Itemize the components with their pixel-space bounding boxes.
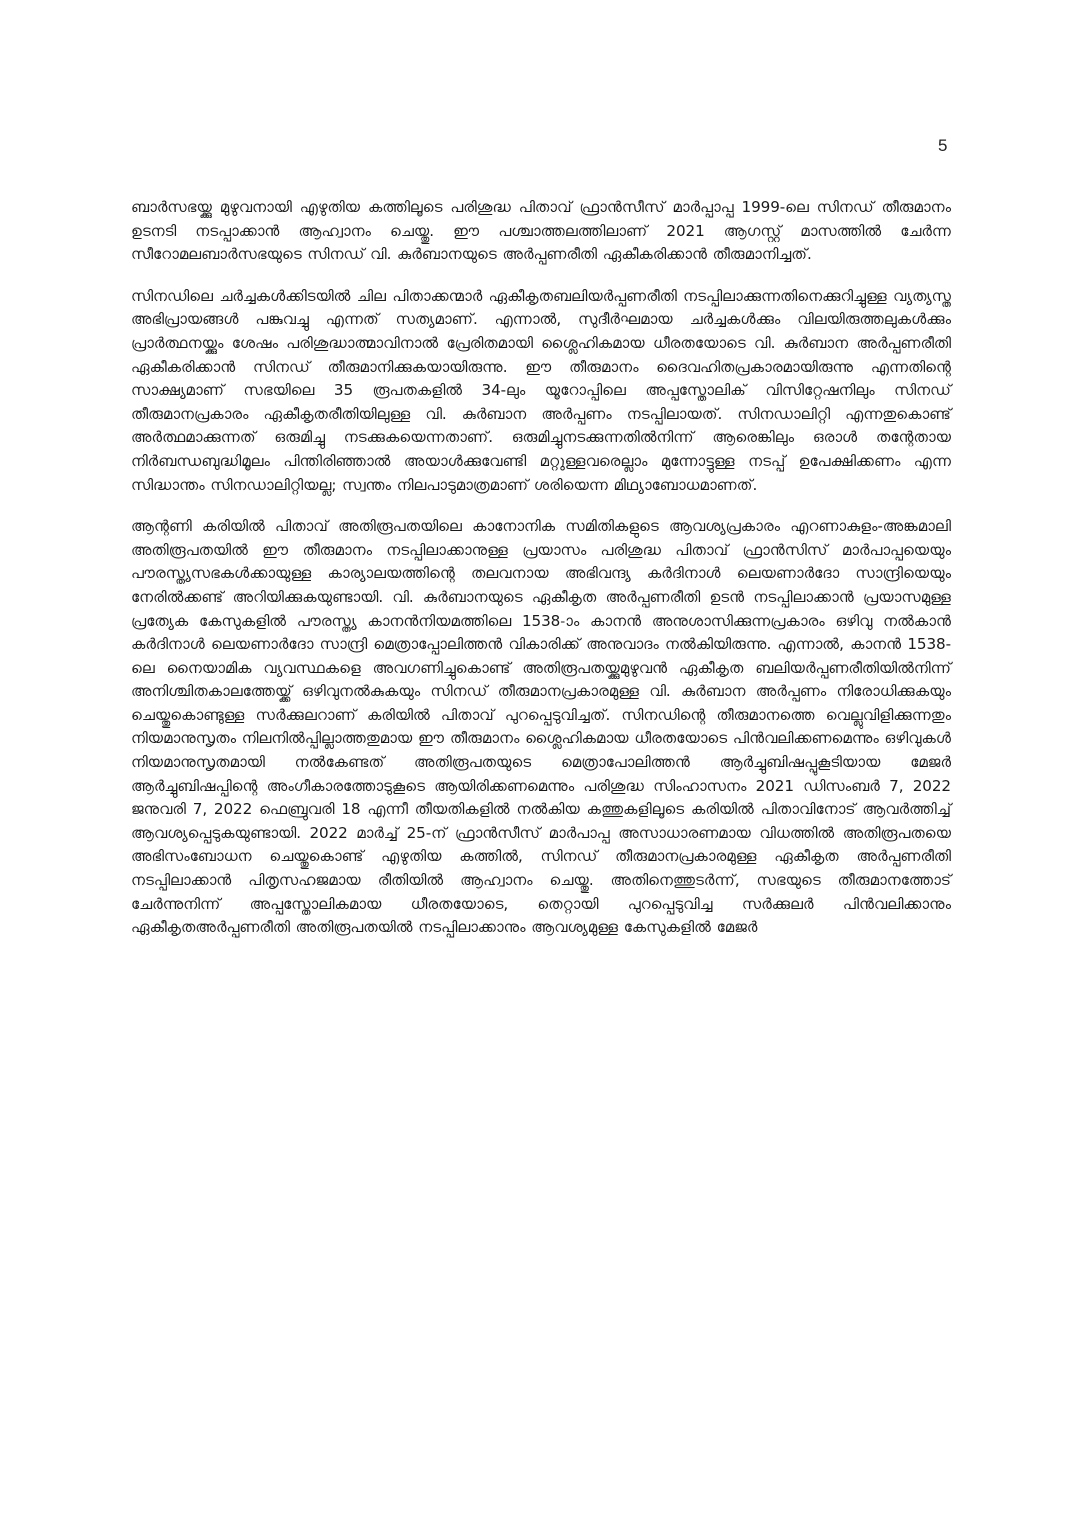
paragraph-3: ആന്റണി കരിയിൽ പിതാവ് അതിരൂപതയിലെ കാനോനിക സമിതികളുടെ ആവശ്യപ്രകാരം എറണാകുളം-അങ്കമാലി അതിരൂപതയിൽ ഈ തീരുമാനം നടപ്പിലാക്കാനുള്ള പ്രയാസം പരിശുദ്ധ പിതാവ് ഫ്രാൻസിസ് മാർപാപ്പയെയും പൗരസ്ത്യസഭകൾക്കായുള്ള കാര്യാലയത്തിന്റെ തലവനായ അഭിവന്ദ്യ കർദിനാൾ ലെയണാർദോ സാന്ദ്രിയെയും നേരിൽക്കണ്ട് അറിയിക്കുകയുണ്ടായി. വി. കുർബാനയുടെ ഏകീകൃത അർപ്പണരീതി ഉടൻ നടപ്പിലാക്കാൻ പ്രയാസമുള്ള പ്രത്യേക കേസുകളിൽ പൗരസ്ത്യ കാനൻനിയമത്തിലെ 1538-ാം കാനൻ അനുശാസിക്കുന്നപ്രകാരം ഒഴിവു നൽകാൻ കർദിനാൾ ലെയണാർദോ സാന്ദ്രി മെത്രാപ്പോലിത്തൻ വികാരിക്ക് അനുവാദം നൽകിയിരുന്നു. എന്നാൽ, കാനൻ 1538-ലെ നൈയാമിക വ്യവസ്ഥകളെ അവഗണിച്ചുകൊണ്ട് അതിരൂപതയ്ക്കുമുഴുവൻ ഏകീകൃത ബലിയർപ്പണരീതിയിൽനിന്ന് അനിശ്ചിതകാലത്തേയ്ക്ക് ഒഴിവുനൽകുകയും സിനഡ് തീരുമാനപ്രകാരമുള്ള വി. കുർബാന അർപ്പണം നിരോധിക്കുകയും ചെയ്തുകൊണ്ടുള്ള സർക്കുലറാണ് കരിയിൽ പിതാവ് പുറപ്പെടുവിച്ചത്. സിനഡിന്റെ തീരുമാനത്തെ വെല്ലുവിളിക്കുന്നതും നിയമാനുസൃതം നിലനിൽപ്പില്ലാത്തതുമായ ഈ തീരുമാനം ശ്ലൈഹികമായ ധീരതയോടെ പിൻവലിക്കണമെന്നും ഒഴിവുകൾ നിയമാനുസൃതമായി നൽകേണ്ടത് അതിരൂപതയുടെ മെത്രാപോലിത്തൻ ആർച്ചുബിഷപ്പുകൂടിയായ മേജർ ആർച്ചുബിഷപ്പിന്റെ അംഗീകാരത്തോടുകൂടെ ആയിരിക്കണമെന്നും പരിശുദ്ധ സിംഹാസനം 2021 ഡിസംബർ 7, 2022 ജനുവരി 7, 2022 ഫെബ്രുവരി 18 എന്നീ തീയതികളിൽ നൽകിയ കത്തുകളിലൂടെ കരിയിൽ പിതാവിനോട് ആവർത്തിച്ച് ആവശ്യപ്പെടുകയുണ്ടായി. 2022 മാർച്ച് 25-ന് ഫ്രാൻസീസ് മാർപാപ്പ അസാധാരണമായ വിധത്തിൽ അതിരൂപതയെ അഭിസംബോധന ചെയ്തുകൊണ്ട് എഴുതിയ കത്തിൽ, സിനഡ് തീരുമാനപ്രകാരമുള്ള ഏകീകൃത അർപ്പണരീതി നടപ്പിലാക്കാൻ പിതൃസഹജമായ രീതിയിൽ ആഹ്വാനം ചെയ്തു. അതിനെത്തുടർന്ന്, സഭയുടെ തീരുമാനത്തോട് ചേർന്നുനിന്ന് അപ്പസ്തോലികമായ ധീരതയോടെ, തെറ്റായി പുറപ്പെടുവിച്ച സർക്കുലർ പിൻവലിക്കാനും ഏകീകൃതഅർപ്പണരീതി അതിരൂപതയിൽ നടപ്പിലാക്കാനും ആവശ്യമുള്ള കേസുകളിൽ മേജർ xyxy=(131,517,951,937)
document-body xyxy=(131,196,951,958)
page-number: 5 xyxy=(938,136,948,155)
paragraph-2: സിനഡിലെ ചർച്ചകൾക്കിടയിൽ ചില പിതാക്കന്മാർ ഏകീകൃതബലിയർപ്പണരീതി നടപ്പിലാക്കുന്നതിനെക്കുറിച്ചുള്ള വ്യത്യസ്ത അഭിപ്രായങ്ങൾ പങ്കുവച്ചു എന്നത് സത്യമാണ്. എന്നാൽ, സുദീർഘമായ ചർച്ചകൾക്കും വിലയിരുത്തലുകൾക്കും പ്രാർത്ഥനയ്ക്കും ശേഷം പരിശുദ്ധാത്മാവിനാൽ പ്രേരിതമായി ശ്ലൈഹികമായ ധീരതയോടെ വി. കുർബാന അർപ്പണരീതി ഏകീകരിക്കാൻ സിനഡ് തീരുമാനിക്കുകയായിരുന്നു. ഈ തീരുമാനം ദൈവഹിതപ്രകാരമായിരുന്നു എന്നതിന്റെ സാക്ഷ്യമാണ് സഭയിലെ 35 രൂപതകളിൽ 34-ലും യൂറോപ്പിലെ അപ്പസ്തോലിക് വിസിറ്റേഷനിലും സിനഡ് തീരുമാനപ്രകാരം ഏകീകൃതരീതിയിലുള്ള വി. കുർബാന അർപ്പണം നടപ്പിലായത്. സിനഡാലിറ്റി എന്നതുകൊണ്ട് അർത്ഥമാക്കുന്നത് ഒരുമിച്ചു നടക്കുകയെന്നതാണ്. ഒരുമിച്ചുനടക്കുന്നതിൽനിന്ന് ആരെങ്കിലും ഒരാൾ തന്റേതായ നിർബന്ധബുദ്ധിമൂലം പിന്തിരിഞ്ഞാൽ അയാൾക്കുവേണ്ടി മറ്റുള്ളവരെല്ലാം മുന്നോട്ടുള്ള നടപ്പ് ഉപേക്ഷിക്കണം എന്ന സിദ്ധാന്തം സിനഡാലിറ്റിയല്ല; സ്വന്തം നിലപാടുമാത്രമാണ് ശരിയെന്ന മിഥ്യാബോധമാണത്. xyxy=(131,286,951,494)
paragraph-1: ബാർസഭയ്ക്കു മുഴുവനായി എഴുതിയ കത്തിലൂടെ പരിശുദ്ധ പിതാവ് ഫ്രാൻസീസ് മാർപ്പാപ്പ 1999-ലെ സിനഡ് തീരുമാനം ഉടനടി നടപ്പാക്കാൻ ആഹ്വാനം ചെയ്തു. ഈ പശ്ചാത്തലത്തിലാണ് 2021 ആഗസ്റ്റ് മാസത്തിൽ ചേർന്ന സീറോമലബാർസഭയുടെ സിനഡ് വി. കുർബാനയുടെ അർപ്പണരീതി ഏകീകരിക്കാൻ തീരുമാനിച്ചത്. xyxy=(131,198,951,264)
